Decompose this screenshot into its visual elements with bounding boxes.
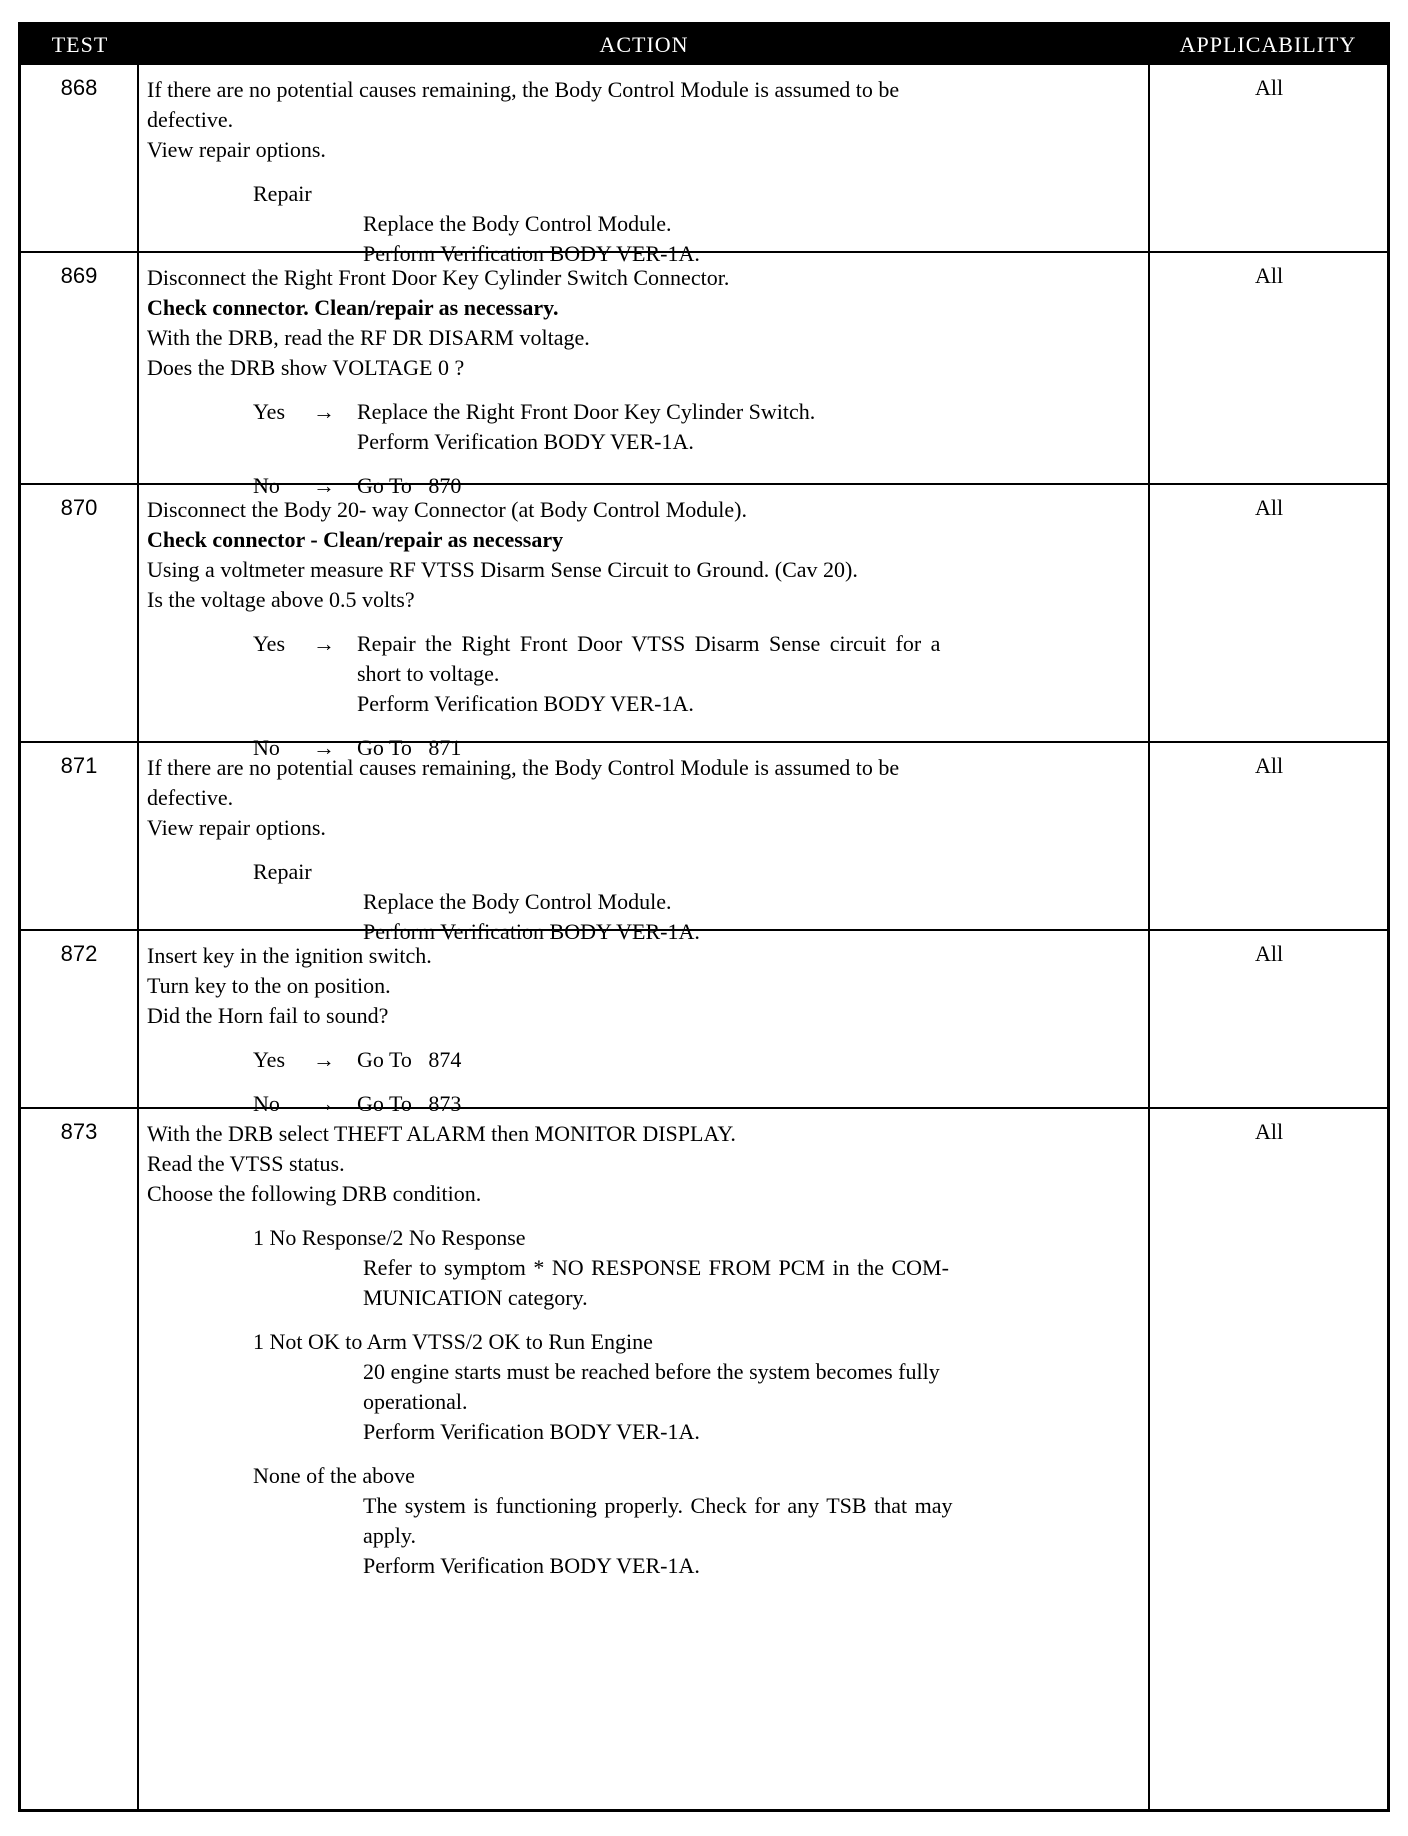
- action-cell: [147, 75, 1139, 269]
- header-test: TEST: [51, 32, 109, 57]
- action-line: Insert key in the ignition switch.: [147, 943, 432, 968]
- condition-line: apply.: [363, 1523, 416, 1548]
- table-row-873: [21, 1109, 1387, 1809]
- table-row-871: [21, 743, 1387, 944]
- yes-option: [147, 1045, 1139, 1075]
- yes-line: Repair the Right Front Door VTSS Disarm Sense circuit for a: [357, 631, 941, 656]
- condition-line: Perform Verification BODY VER-1A.: [363, 1553, 700, 1578]
- yes-line: short to voltage.: [357, 661, 500, 686]
- applicability: All: [1254, 263, 1284, 288]
- action-line: Disconnect the Right Front Door Key Cylinder Switch Connector.: [147, 265, 730, 290]
- action-line: If there are no potential causes remaining, the Body Control Module is assumed to be: [147, 755, 900, 780]
- diagnostic-table: [18, 22, 1390, 1812]
- table-header: [21, 25, 1387, 65]
- arrow-right-icon: →: [313, 1047, 335, 1072]
- repair-line: Perform Verification BODY VER-1A.: [363, 919, 700, 944]
- action-cell: [147, 1119, 1139, 1581]
- header-action: ACTION: [599, 32, 689, 57]
- action-line: View repair options.: [147, 137, 326, 162]
- yes-line: Replace the Right Front Door Key Cylinder Switch.: [357, 399, 816, 424]
- applicability: All: [1254, 941, 1284, 966]
- repair-line: Replace the Body Control Module.: [363, 211, 672, 236]
- action-line: View repair options.: [147, 815, 326, 840]
- yes-label: Yes: [253, 1047, 286, 1072]
- applicability: All: [1254, 753, 1284, 778]
- action-line: Is the voltage above 0.5 volts?: [147, 587, 415, 612]
- repair-line: Replace the Body Control Module.: [363, 889, 672, 914]
- test-number: 869: [60, 263, 98, 288]
- test-number: 871: [60, 753, 98, 778]
- no-goto: Go To 873: [357, 1091, 462, 1116]
- applicability: All: [1254, 1119, 1284, 1144]
- action-line: If there are no potential causes remaining, the Body Control Module is assumed to be: [147, 77, 900, 102]
- action-cell: [147, 495, 1139, 763]
- repair-label: Repair: [253, 181, 312, 206]
- action-line-bold: Check connector. Clean/repair as necessary.: [147, 295, 559, 320]
- yes-label: Yes: [253, 631, 286, 656]
- action-line: Did the Horn fail to sound?: [147, 1003, 389, 1028]
- action-line: Choose the following DRB condition.: [147, 1181, 482, 1206]
- action-cell: [147, 941, 1139, 1119]
- condition-label: None of the above: [253, 1463, 415, 1488]
- arrow-right-icon: →: [313, 631, 335, 656]
- test-number: 872: [60, 941, 98, 966]
- action-cell: [147, 263, 1139, 501]
- table-row-868: [21, 65, 1387, 266]
- arrow-right-icon: →: [313, 735, 335, 760]
- applicability: All: [1254, 495, 1284, 520]
- test-number: 873: [60, 1119, 98, 1144]
- arrow-right-icon: →: [313, 399, 335, 424]
- no-label: No: [253, 735, 280, 760]
- test-number: 870: [60, 495, 98, 520]
- condition-label: 1 Not OK to Arm VTSS/2 OK to Run Engine: [253, 1329, 653, 1354]
- repair-line: Perform Verification BODY VER-1A.: [363, 241, 700, 266]
- yes-line: Perform Verification BODY VER-1A.: [357, 691, 694, 716]
- action-cell: [147, 753, 1139, 947]
- yes-line: Perform Verification BODY VER-1A.: [357, 429, 694, 454]
- yes-option: [147, 397, 1139, 457]
- header-applicability: APPLICABILITY: [1179, 32, 1357, 57]
- yes-goto: Go To 874: [357, 1047, 462, 1072]
- action-line: Turn key to the on position.: [147, 973, 391, 998]
- yes-label: Yes: [253, 399, 286, 424]
- action-line: With the DRB select THEFT ALARM then MONITOR DISPLAY.: [147, 1121, 736, 1146]
- yes-option: [147, 629, 1139, 719]
- action-line: Disconnect the Body 20- way Connector (at Body Control Module).: [147, 497, 748, 522]
- condition-line: MUNICATION category.: [363, 1285, 588, 1310]
- action-line: With the DRB, read the RF DR DISARM voltage.: [147, 325, 590, 350]
- condition-line: operational.: [363, 1389, 468, 1414]
- no-label: No: [253, 473, 280, 498]
- table-row-869: [21, 253, 1387, 498]
- condition-label: 1 No Response/2 No Response: [253, 1225, 526, 1250]
- condition-line: Refer to symptom * NO RESPONSE FROM PCM in the COM-: [363, 1255, 949, 1280]
- arrow-right-icon: →: [313, 473, 335, 498]
- no-goto: Go To 870: [357, 473, 462, 498]
- condition-line: 20 engine starts must be reached before the system becomes fully: [363, 1359, 940, 1384]
- action-line: Does the DRB show VOLTAGE 0 ?: [147, 355, 465, 380]
- condition-line: The system is functioning properly. Check for any TSB that may: [363, 1493, 953, 1518]
- applicability: All: [1254, 75, 1284, 100]
- action-line: Using a voltmeter measure RF VTSS Disarm Sense Circuit to Ground. (Cav 20).: [147, 557, 858, 582]
- repair-label: Repair: [253, 859, 312, 884]
- test-number: 868: [60, 75, 98, 100]
- action-line: Read the VTSS status.: [147, 1151, 345, 1176]
- action-line-bold: Check connector - Clean/repair as necessary: [147, 527, 564, 552]
- no-label: No: [253, 1091, 280, 1116]
- action-line: defective.: [147, 785, 234, 810]
- condition-line: Perform Verification BODY VER-1A.: [363, 1419, 700, 1444]
- table-row-870: [21, 485, 1387, 760]
- table-row-872: [21, 931, 1387, 1116]
- action-line: defective.: [147, 107, 234, 132]
- no-goto: Go To 871: [357, 735, 462, 760]
- arrow-right-icon: →: [313, 1091, 335, 1116]
